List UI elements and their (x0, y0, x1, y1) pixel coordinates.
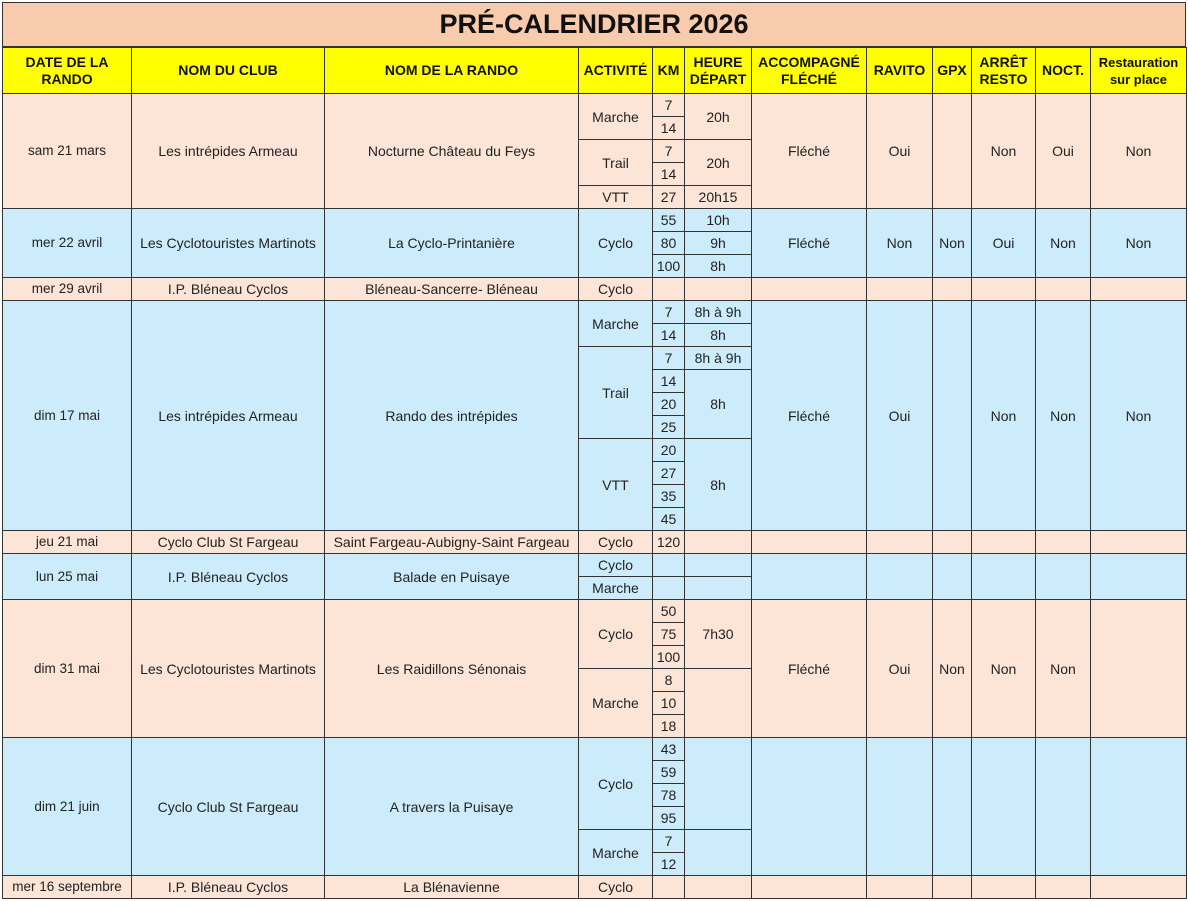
distance-km: 14 (653, 163, 685, 186)
distance-km: 25 (653, 416, 685, 439)
event-rando: La Cyclo-Printanière (325, 209, 579, 278)
event-date: dim 21 juin (3, 738, 132, 876)
distance-km: 7 (653, 140, 685, 163)
event-club: I.P. Bléneau Cyclos (132, 876, 325, 899)
distance-km: 35 (653, 485, 685, 508)
activity-name: Cyclo (579, 554, 653, 577)
arret-resto-cell: Non (972, 94, 1036, 209)
arret-resto-cell: Oui (972, 209, 1036, 278)
activity-name: Cyclo (579, 278, 653, 301)
event-rando: A travers la Puisaye (325, 738, 579, 876)
ravito-cell (867, 554, 933, 600)
distance-km: 100 (653, 255, 685, 278)
distance-km (653, 876, 685, 899)
header-noct: NOCT. (1036, 48, 1091, 94)
event-rando: La Blénavienne (325, 876, 579, 899)
start-time: 8h (685, 370, 752, 439)
event-club: I.P. Bléneau Cyclos (132, 278, 325, 301)
distance-km: 95 (653, 807, 685, 830)
header-date: DATE DE LA RANDO (3, 48, 132, 94)
page-title: PRÉ-CALENDRIER 2026 (2, 2, 1186, 47)
ravito-cell: Oui (867, 301, 933, 531)
distance-km: 50 (653, 600, 685, 623)
activity-name: Cyclo (579, 531, 653, 554)
activity-name: Trail (579, 347, 653, 439)
distance-km: 14 (653, 370, 685, 393)
activity-name: Marche (579, 830, 653, 876)
activity-name: Cyclo (579, 738, 653, 830)
restauration-cell (1091, 278, 1187, 301)
table-row (3, 531, 1187, 554)
start-time: 20h (685, 94, 752, 140)
event-rando: Les Raidillons Sénonais (325, 600, 579, 738)
nocturne-cell: Oui (1036, 94, 1091, 209)
event-rando: Bléneau-Sancerre- Bléneau (325, 278, 579, 301)
event-rando: Rando des intrépides (325, 301, 579, 531)
event-rando: Balade en Puisaye (325, 554, 579, 600)
arret-resto-cell (972, 738, 1036, 876)
accompagne-cell: Fléché (752, 209, 867, 278)
restauration-cell (1091, 554, 1187, 600)
restauration-cell: Non (1091, 94, 1187, 209)
nocturne-cell (1036, 876, 1091, 899)
start-time (685, 554, 752, 577)
accompagne-cell (752, 278, 867, 301)
distance-km: 27 (653, 186, 685, 209)
header-club: NOM DU CLUB (132, 48, 325, 94)
event-club: Les intrépides Armeau (132, 301, 325, 531)
ravito-cell (867, 738, 933, 876)
start-time: 20h (685, 140, 752, 186)
activity-name: VTT (579, 439, 653, 531)
table-row (3, 209, 1187, 232)
restauration-cell: Non (1091, 301, 1187, 531)
restauration-cell (1091, 876, 1187, 899)
gpx-cell (933, 876, 972, 899)
distance-km: 59 (653, 761, 685, 784)
ravito-cell (867, 876, 933, 899)
start-time: 8h (685, 255, 752, 278)
start-time (685, 830, 752, 876)
ravito-cell: Non (867, 209, 933, 278)
event-club: Les Cyclotouristes Martinots (132, 209, 325, 278)
start-time (685, 738, 752, 830)
distance-km: 20 (653, 439, 685, 462)
distance-km: 100 (653, 646, 685, 669)
calendar-table (2, 47, 1187, 899)
start-time: 9h (685, 232, 752, 255)
header-accompagne: ACCOMPAGNÉ FLÉCHÉ (752, 48, 867, 94)
ravito-cell: Oui (867, 94, 933, 209)
distance-km: 12 (653, 853, 685, 876)
gpx-cell (933, 94, 972, 209)
header-activite: ACTIVITÉ (579, 48, 653, 94)
header-gpx: GPX (933, 48, 972, 94)
header-restauration: Restauration sur place (1091, 48, 1187, 94)
distance-km (653, 278, 685, 301)
distance-km: 7 (653, 347, 685, 370)
event-date: mer 22 avril (3, 209, 132, 278)
start-time (685, 876, 752, 899)
restauration-cell (1091, 600, 1187, 738)
distance-km (653, 554, 685, 577)
table-row (3, 301, 1187, 324)
start-time (685, 577, 752, 600)
table-row (3, 278, 1187, 301)
distance-km: 55 (653, 209, 685, 232)
accompagne-cell (752, 531, 867, 554)
gpx-cell: Non (933, 209, 972, 278)
activity-name: VTT (579, 186, 653, 209)
nocturne-cell: Non (1036, 600, 1091, 738)
activity-name: Trail (579, 140, 653, 186)
event-date: dim 31 mai (3, 600, 132, 738)
event-club: I.P. Bléneau Cyclos (132, 554, 325, 600)
table-row (3, 738, 1187, 761)
table-row (3, 600, 1187, 623)
distance-km: 14 (653, 324, 685, 347)
gpx-cell (933, 301, 972, 531)
arret-resto-cell: Non (972, 600, 1036, 738)
arret-resto-cell (972, 278, 1036, 301)
event-date: mer 29 avril (3, 278, 132, 301)
start-time (685, 531, 752, 554)
ravito-cell: Oui (867, 600, 933, 738)
distance-km: 7 (653, 94, 685, 117)
distance-km: 120 (653, 531, 685, 554)
gpx-cell (933, 738, 972, 876)
activity-name: Marche (579, 301, 653, 347)
table-row (3, 876, 1187, 899)
distance-km: 78 (653, 784, 685, 807)
distance-km: 8 (653, 669, 685, 692)
nocturne-cell (1036, 554, 1091, 600)
table-row (3, 94, 1187, 117)
distance-km: 43 (653, 738, 685, 761)
activity-name: Cyclo (579, 876, 653, 899)
start-time: 7h30 (685, 600, 752, 669)
distance-km: 10 (653, 692, 685, 715)
accompagne-cell: Fléché (752, 94, 867, 209)
arret-resto-cell: Non (972, 301, 1036, 531)
event-club: Les Cyclotouristes Martinots (132, 600, 325, 738)
header-heure: HEURE DÉPART (685, 48, 752, 94)
activity-name: Cyclo (579, 209, 653, 278)
header-row (3, 48, 1187, 94)
activity-name: Marche (579, 577, 653, 600)
accompagne-cell (752, 554, 867, 600)
distance-km: 7 (653, 301, 685, 324)
gpx-cell (933, 554, 972, 600)
distance-km (653, 577, 685, 600)
nocturne-cell (1036, 278, 1091, 301)
ravito-cell (867, 278, 933, 301)
distance-km: 27 (653, 462, 685, 485)
activity-name: Marche (579, 94, 653, 140)
event-club: Cyclo Club St Fargeau (132, 738, 325, 876)
distance-km: 14 (653, 117, 685, 140)
accompagne-cell (752, 876, 867, 899)
event-club: Cyclo Club St Fargeau (132, 531, 325, 554)
distance-km: 80 (653, 232, 685, 255)
arret-resto-cell (972, 531, 1036, 554)
ravito-cell (867, 531, 933, 554)
header-ravito: RAVITO (867, 48, 933, 94)
event-date: jeu 21 mai (3, 531, 132, 554)
distance-km: 18 (653, 715, 685, 738)
nocturne-cell: Non (1036, 301, 1091, 531)
restauration-cell (1091, 738, 1187, 876)
event-date: lun 25 mai (3, 554, 132, 600)
distance-km: 20 (653, 393, 685, 416)
accompagne-cell: Fléché (752, 600, 867, 738)
arret-resto-cell (972, 554, 1036, 600)
start-time: 8h à 9h (685, 347, 752, 370)
event-date: dim 17 mai (3, 301, 132, 531)
start-time: 20h15 (685, 186, 752, 209)
header-km: KM (653, 48, 685, 94)
accompagne-cell (752, 738, 867, 876)
gpx-cell: Non (933, 600, 972, 738)
nocturne-cell (1036, 531, 1091, 554)
start-time: 8h (685, 324, 752, 347)
start-time (685, 278, 752, 301)
distance-km: 75 (653, 623, 685, 646)
nocturne-cell: Non (1036, 209, 1091, 278)
start-time: 8h (685, 439, 752, 531)
activity-name: Cyclo (579, 600, 653, 669)
event-rando: Nocturne Château du Feys (325, 94, 579, 209)
restauration-cell (1091, 531, 1187, 554)
gpx-cell (933, 278, 972, 301)
restauration-cell: Non (1091, 209, 1187, 278)
event-rando: Saint Fargeau-Aubigny-Saint Fargeau (325, 531, 579, 554)
event-date: sam 21 mars (3, 94, 132, 209)
table-row (3, 554, 1187, 577)
activity-name: Marche (579, 669, 653, 738)
header-rando: NOM DE LA RANDO (325, 48, 579, 94)
start-time (685, 669, 752, 738)
nocturne-cell (1036, 738, 1091, 876)
gpx-cell (933, 531, 972, 554)
header-arret-resto: ARRÊT RESTO (972, 48, 1036, 94)
arret-resto-cell (972, 876, 1036, 899)
start-time: 8h à 9h (685, 301, 752, 324)
start-time: 10h (685, 209, 752, 232)
event-date: mer 16 septembre (3, 876, 132, 899)
distance-km: 7 (653, 830, 685, 853)
accompagne-cell: Fléché (752, 301, 867, 531)
distance-km: 45 (653, 508, 685, 531)
event-club: Les intrépides Armeau (132, 94, 325, 209)
